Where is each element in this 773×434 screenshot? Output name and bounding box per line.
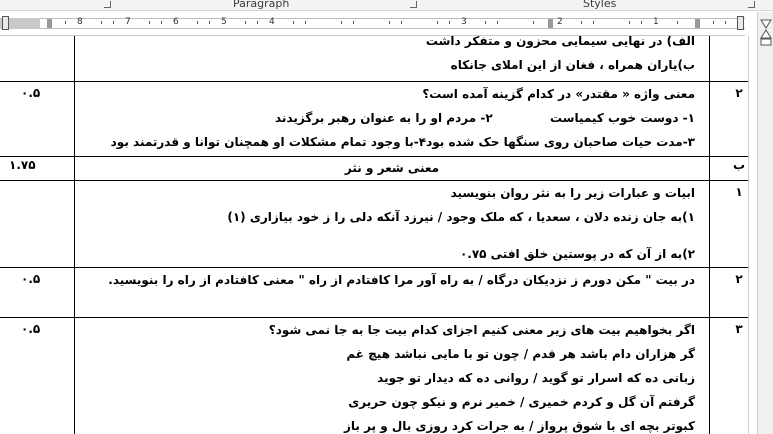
table-row: [0, 268, 748, 318]
ruler-tick: [725, 21, 726, 24]
table-row: [0, 82, 748, 157]
ruler-tick: [65, 21, 66, 24]
ruler-tick: [149, 21, 150, 24]
option-1: ۱- دوست خوب کیمیاست: [549, 111, 695, 125]
row-score: ۰.۵: [0, 268, 75, 318]
row-score: ۰.۵: [0, 82, 75, 157]
row-score: ۰.۵: [0, 318, 75, 434]
row-number: ۲: [710, 268, 749, 318]
option-3: ۳-مدت حیات صاحبان روی سنگها حک شده بود: [426, 135, 695, 149]
table-row: [0, 318, 748, 434]
ruler-number: 5: [221, 17, 227, 27]
ruler-tick: [677, 21, 678, 24]
indent-hourglass-icon[interactable]: [758, 18, 773, 48]
question-table: [0, 36, 748, 434]
row-score: ۱.۷۵: [0, 157, 75, 181]
ruler-tick: [341, 21, 342, 24]
table-row: [0, 36, 748, 82]
table-row-heading: [0, 157, 748, 181]
ruler-tick: [113, 21, 114, 24]
ruler-number: 6: [173, 17, 179, 27]
ruler-tick: [209, 21, 210, 24]
row-number: ۳: [710, 318, 749, 434]
ruler-tick: [629, 21, 630, 24]
ribbon-group-styles: Styles: [583, 0, 617, 10]
row-content[interactable]: [75, 36, 710, 82]
ruler-column-marker[interactable]: [47, 19, 52, 28]
row-score: [0, 181, 75, 268]
ruler-number: 4: [269, 17, 275, 27]
row-content[interactable]: [75, 318, 710, 434]
ruler-tick: [101, 21, 102, 24]
dialog-launcher-icon[interactable]: [104, 1, 111, 8]
ruler-number: 2: [557, 17, 563, 27]
ribbon-group-labels: [0, 0, 773, 11]
styles-dialog-launcher-icon[interactable]: [748, 1, 755, 8]
ruler-tick: [713, 21, 714, 24]
text-line: اگر بخواهیم بیت های زیر معنی کنیم اجزای کدام بیت جا به جا نمی شود؟: [268, 323, 695, 337]
ruler-tick: [245, 21, 246, 24]
table-row: [0, 181, 748, 268]
ruler-number: 1: [653, 17, 659, 27]
ruler-tick: [161, 21, 162, 24]
ruler-tick: [257, 21, 258, 24]
section-heading: معنی شعر و نثر: [344, 161, 440, 175]
ruler-tick: [197, 21, 198, 24]
ruler-tick: [353, 21, 354, 24]
ruler-number: 8: [77, 17, 83, 27]
ruler-tick: [389, 21, 390, 24]
ruler-tick: [305, 21, 306, 24]
ruler-column-marker[interactable]: [548, 19, 553, 28]
options-row: [75, 130, 709, 154]
row-score: [0, 36, 75, 82]
text-line: ۱)به جان زنده دلان ، سعدیا ، که ملک وجود / نیرزد آنکه دلی را ز خود بیازاری (۱): [227, 210, 695, 224]
text-line: ابیات و عبارات زیر را به نثر روان بنویسید: [450, 186, 695, 200]
row-number: ۲: [710, 82, 749, 157]
vertical-ruler: [748, 36, 757, 434]
row-content[interactable]: [75, 268, 710, 318]
text-line: در بیت " مکن دورم ز نزدیکان درگاه / به راه آور مرا کافتادم از راه " معنی کافتادم از راه را بنویسید.: [108, 273, 695, 287]
text-line: الف) در نهایی سیمایی محزون و متفکر داشت: [425, 36, 695, 48]
text-line: ب)یاران همراه ، فغان از این املای جانکاه: [450, 58, 695, 72]
text-line: زبانی ده که اسرار تو گوید / روانی ده که دیدار تو جوید: [377, 371, 695, 385]
row-content[interactable]: [75, 82, 710, 157]
ruler-tick: [485, 21, 486, 24]
section-heading-cell[interactable]: [75, 157, 710, 181]
option-4: ۴-با وجود تمام مشکلات او همچنان توانا و قدرتمند بود: [110, 135, 427, 149]
ruler-tick: [581, 21, 582, 24]
ruler-column-marker[interactable]: [695, 19, 700, 28]
text-line: گرفتم آن گل و کردم خمیری / خمیر نرم و نیکو چون حریری: [348, 395, 695, 409]
document-page[interactable]: [0, 36, 748, 434]
section-letter: ب: [710, 157, 749, 181]
ruler-tick: [401, 21, 402, 24]
spacer: [75, 229, 709, 242]
ruler-tick: [449, 21, 450, 24]
ruler-number: 3: [461, 17, 467, 27]
ruler-tick: [293, 21, 294, 24]
row-content[interactable]: [75, 181, 710, 268]
ruler-tick: [641, 21, 642, 24]
ruler-band: [40, 18, 745, 29]
ruler-tick: [533, 21, 534, 24]
horizontal-ruler[interactable]: [0, 12, 745, 36]
options-row: [75, 106, 709, 130]
vertical-scrollbar[interactable]: [757, 12, 773, 434]
ruler-tick: [593, 21, 594, 24]
ruler-tick: [497, 21, 498, 24]
question-text: معنی واژه « مقتدر» در کدام گزینه آمده است؟: [422, 87, 695, 101]
text-line: کبوتر بچه ای با شوق پرواز / به جرات کرد روزی بال و پر باز: [343, 419, 695, 433]
paragraph-dialog-launcher-icon[interactable]: [410, 1, 417, 8]
ruler-left-indent-marker[interactable]: [2, 16, 9, 30]
ruler-right-indent-marker[interactable]: [737, 16, 744, 30]
option-2: ۲- مردم او را به عنوان رهبر برگزیدند: [275, 111, 493, 125]
text-line: ۲)به از آن که در پوستین خلق افتی ۰.۷۵: [459, 247, 695, 261]
row-number: [710, 36, 749, 82]
ruler-number: 7: [125, 17, 131, 27]
text-line: گر هزاران دام باشد هر قدم / چون تو با مایی نباشد هیچ غم: [346, 347, 695, 361]
ribbon-group-paragraph: Paragraph: [233, 0, 290, 10]
row-number: ۱: [710, 181, 749, 268]
ruler-tick: [437, 21, 438, 24]
